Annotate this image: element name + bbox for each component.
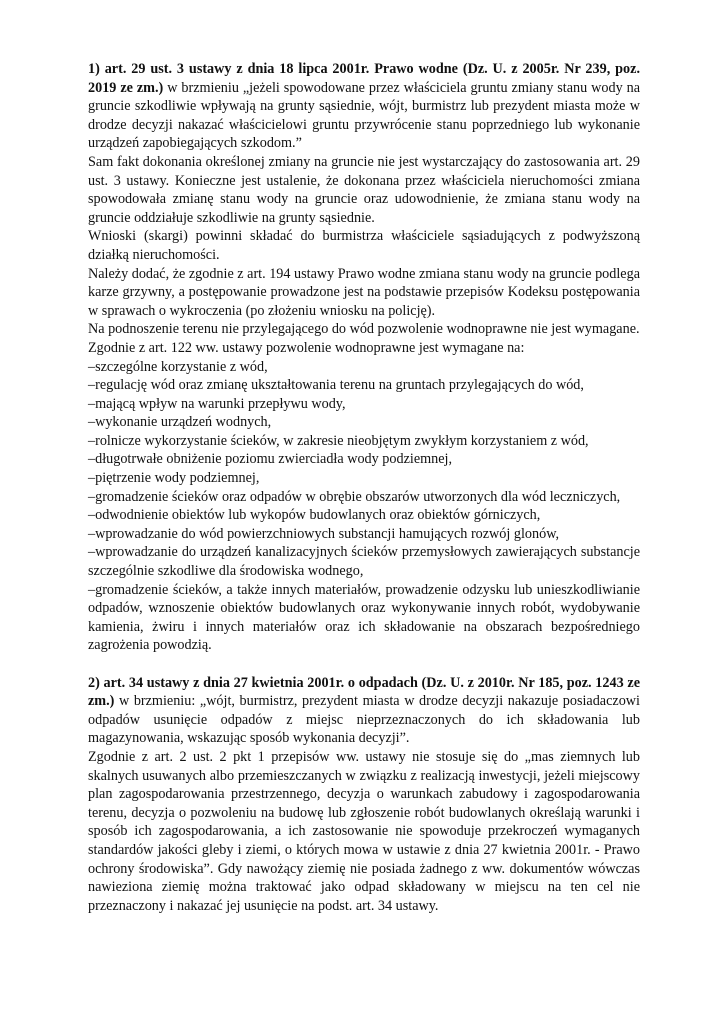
list-item: –piętrzenie wody podziemnej,	[88, 470, 260, 487]
section-1-paragraph: Wnioski (skargi) powinni składać do burmistrza właściciele sąsiadujących z podwyższoną działką nieruchomości.	[88, 228, 640, 263]
list-item: –wprowadzanie do wód powierzchniowych substancji hamujących rozwój glonów,	[88, 525, 560, 542]
list-item: –wykonanie urządzeń wodnych,	[88, 414, 272, 431]
section-2-paragraph: Zgodnie z art. 2 ust. 2 pkt 1 przepisów ww. ustawy nie stosuje się do „mas ziemnych lub skalnych usuwanych albo przemieszczanych w związku z realizacją inwestycji, jeżeli miejscowy plan zagospodarowania przestrzennego, decyzja o warunkach zabudowy i zagospodarowania terenu, decyzja o pozwoleniu na budowę lub zgłoszenie robót budowlanych określają warunki i sposób ich zagospodarowania, a ich zastosowanie nie spowoduje przekroczeń wymaganych standardów jakości gleby i ziemi, o których mowa w ustawie z dnia 27 kwietnia 2001r. - Prawo ochrony środowiska”. Gdy nawożący ziemię nie posiada żadnego z ww. dokumentów wówczas nawieziona ziemię można traktować jako odpad składowany w miejscu na ten cel nie przeznaczony i nakazać jej usunięcie na podst. art. 34 ustawy.	[88, 748, 640, 914]
list-item: –szczególne korzystanie z wód,	[88, 358, 268, 375]
list-item: –gromadzenie ścieków, a także innych materiałów, prowadzenie odzysku lub unieszkodliwianie odpadów, wznoszenie obiektów budowlanych oraz wykonywanie innych robót, wydobywanie kamienia, żwiru i innych materiałów oraz ich składowanie na obszarach bezpośredniego zagrożenia powodzią.	[88, 581, 640, 654]
section-1-paragraph: Na podnoszenie terenu nie przylegającego do wód pozwolenie wodnoprawne nie jest wymagane.	[88, 321, 640, 338]
list-item: –wprowadzanie do urządzeń kanalizacyjnych ścieków przemysłowych zawierających substancje szczególnie szkodliwe dla środowiska wodnego,	[88, 544, 640, 580]
list-item: –długotrwałe obniżenie poziomu zwierciadła wody podziemnej,	[88, 451, 453, 468]
section-1-paragraph: Sam fakt dokonania określonej zmiany na gruncie nie jest wystarczający do zastosowania art. 29 ust. 3 ustawy. Konieczne jest ustalenie, że dokonana przez właściciela nieruchomości zmiana spowodowała zmianę stanu wody na gruncie oraz udowodnienie, że zmiana stanu wody na gruncie oddziałuje szkodliwie na grunty sąsiednie.	[88, 153, 640, 226]
section-1-quote: w brzmieniu „jeżeli spowodowane przez właściciela gruntu zmiany stanu wody na gruncie szkodliwie wpływają na grunty sąsiednie, wójt, burmistrz lub prezydent miasta może w drodze decyzji nakazać właścicielowi gruntu przywrócenie stanu poprzedniego lub wykonanie urządzeń zapobiegających szkodom.”	[88, 79, 640, 152]
section-1-intro	[88, 60, 640, 153]
document-page	[88, 60, 640, 915]
section-spacer	[88, 655, 640, 674]
section-1-heading: 1) art. 29 ust. 3 ustawy z dnia 18 lipca 2001r. Prawo wodne (Dz. U. z 2005r. Nr 239, poz. 2019 ze zm.)	[88, 61, 640, 96]
list-item: –mającą wpływ na warunki przepływu wody,	[88, 395, 346, 412]
section-1-paragraph: Należy dodać, że zgodnie z art. 194 ustawy Prawo wodne zmiana stanu wody na gruncie podlega karze grzywny, a postępowanie prowadzone jest na podstawie przepisów Kodeksu postępowania w sprawach o wykroczenia (po złożeniu wniosku na policję).	[88, 265, 640, 319]
list-item: –regulację wód oraz zmianę ukształtowania terenu na gruntach przylegających do wód,	[88, 377, 584, 394]
list-item: –gromadzenie ścieków oraz odpadów w obrębie obszarów utworzonych dla wód leczniczych,	[88, 488, 621, 505]
section-2-quote: w brzmieniu: „wójt, burmistrz, prezydent miasta w drodze decyzji nakazuje posiadaczowi odpadów usunięcie odpadów z miejsc nieprzeznaczonych do ich składowania lub magazynowania, wskazując sposób wykonania decyzji”.	[88, 693, 640, 747]
list-item: –odwodnienie obiektów lub wykopów budowlanych oraz obiektów górniczych,	[88, 507, 541, 524]
section-1-paragraph: Zgodnie z art. 122 ww. ustawy pozwolenie wodnoprawne jest wymagane na:	[88, 339, 525, 356]
section-2-intro	[88, 674, 640, 748]
section-2-heading: 2) art. 34 ustawy z dnia 27 kwietnia 2001r. o odpadach (Dz. U. z 2010r. Nr 185, poz. 1243 ze zm.)	[88, 674, 640, 710]
list-item: –rolnicze wykorzystanie ścieków, w zakresie nieobjętym zwykłym korzystaniem z wód,	[88, 432, 589, 449]
